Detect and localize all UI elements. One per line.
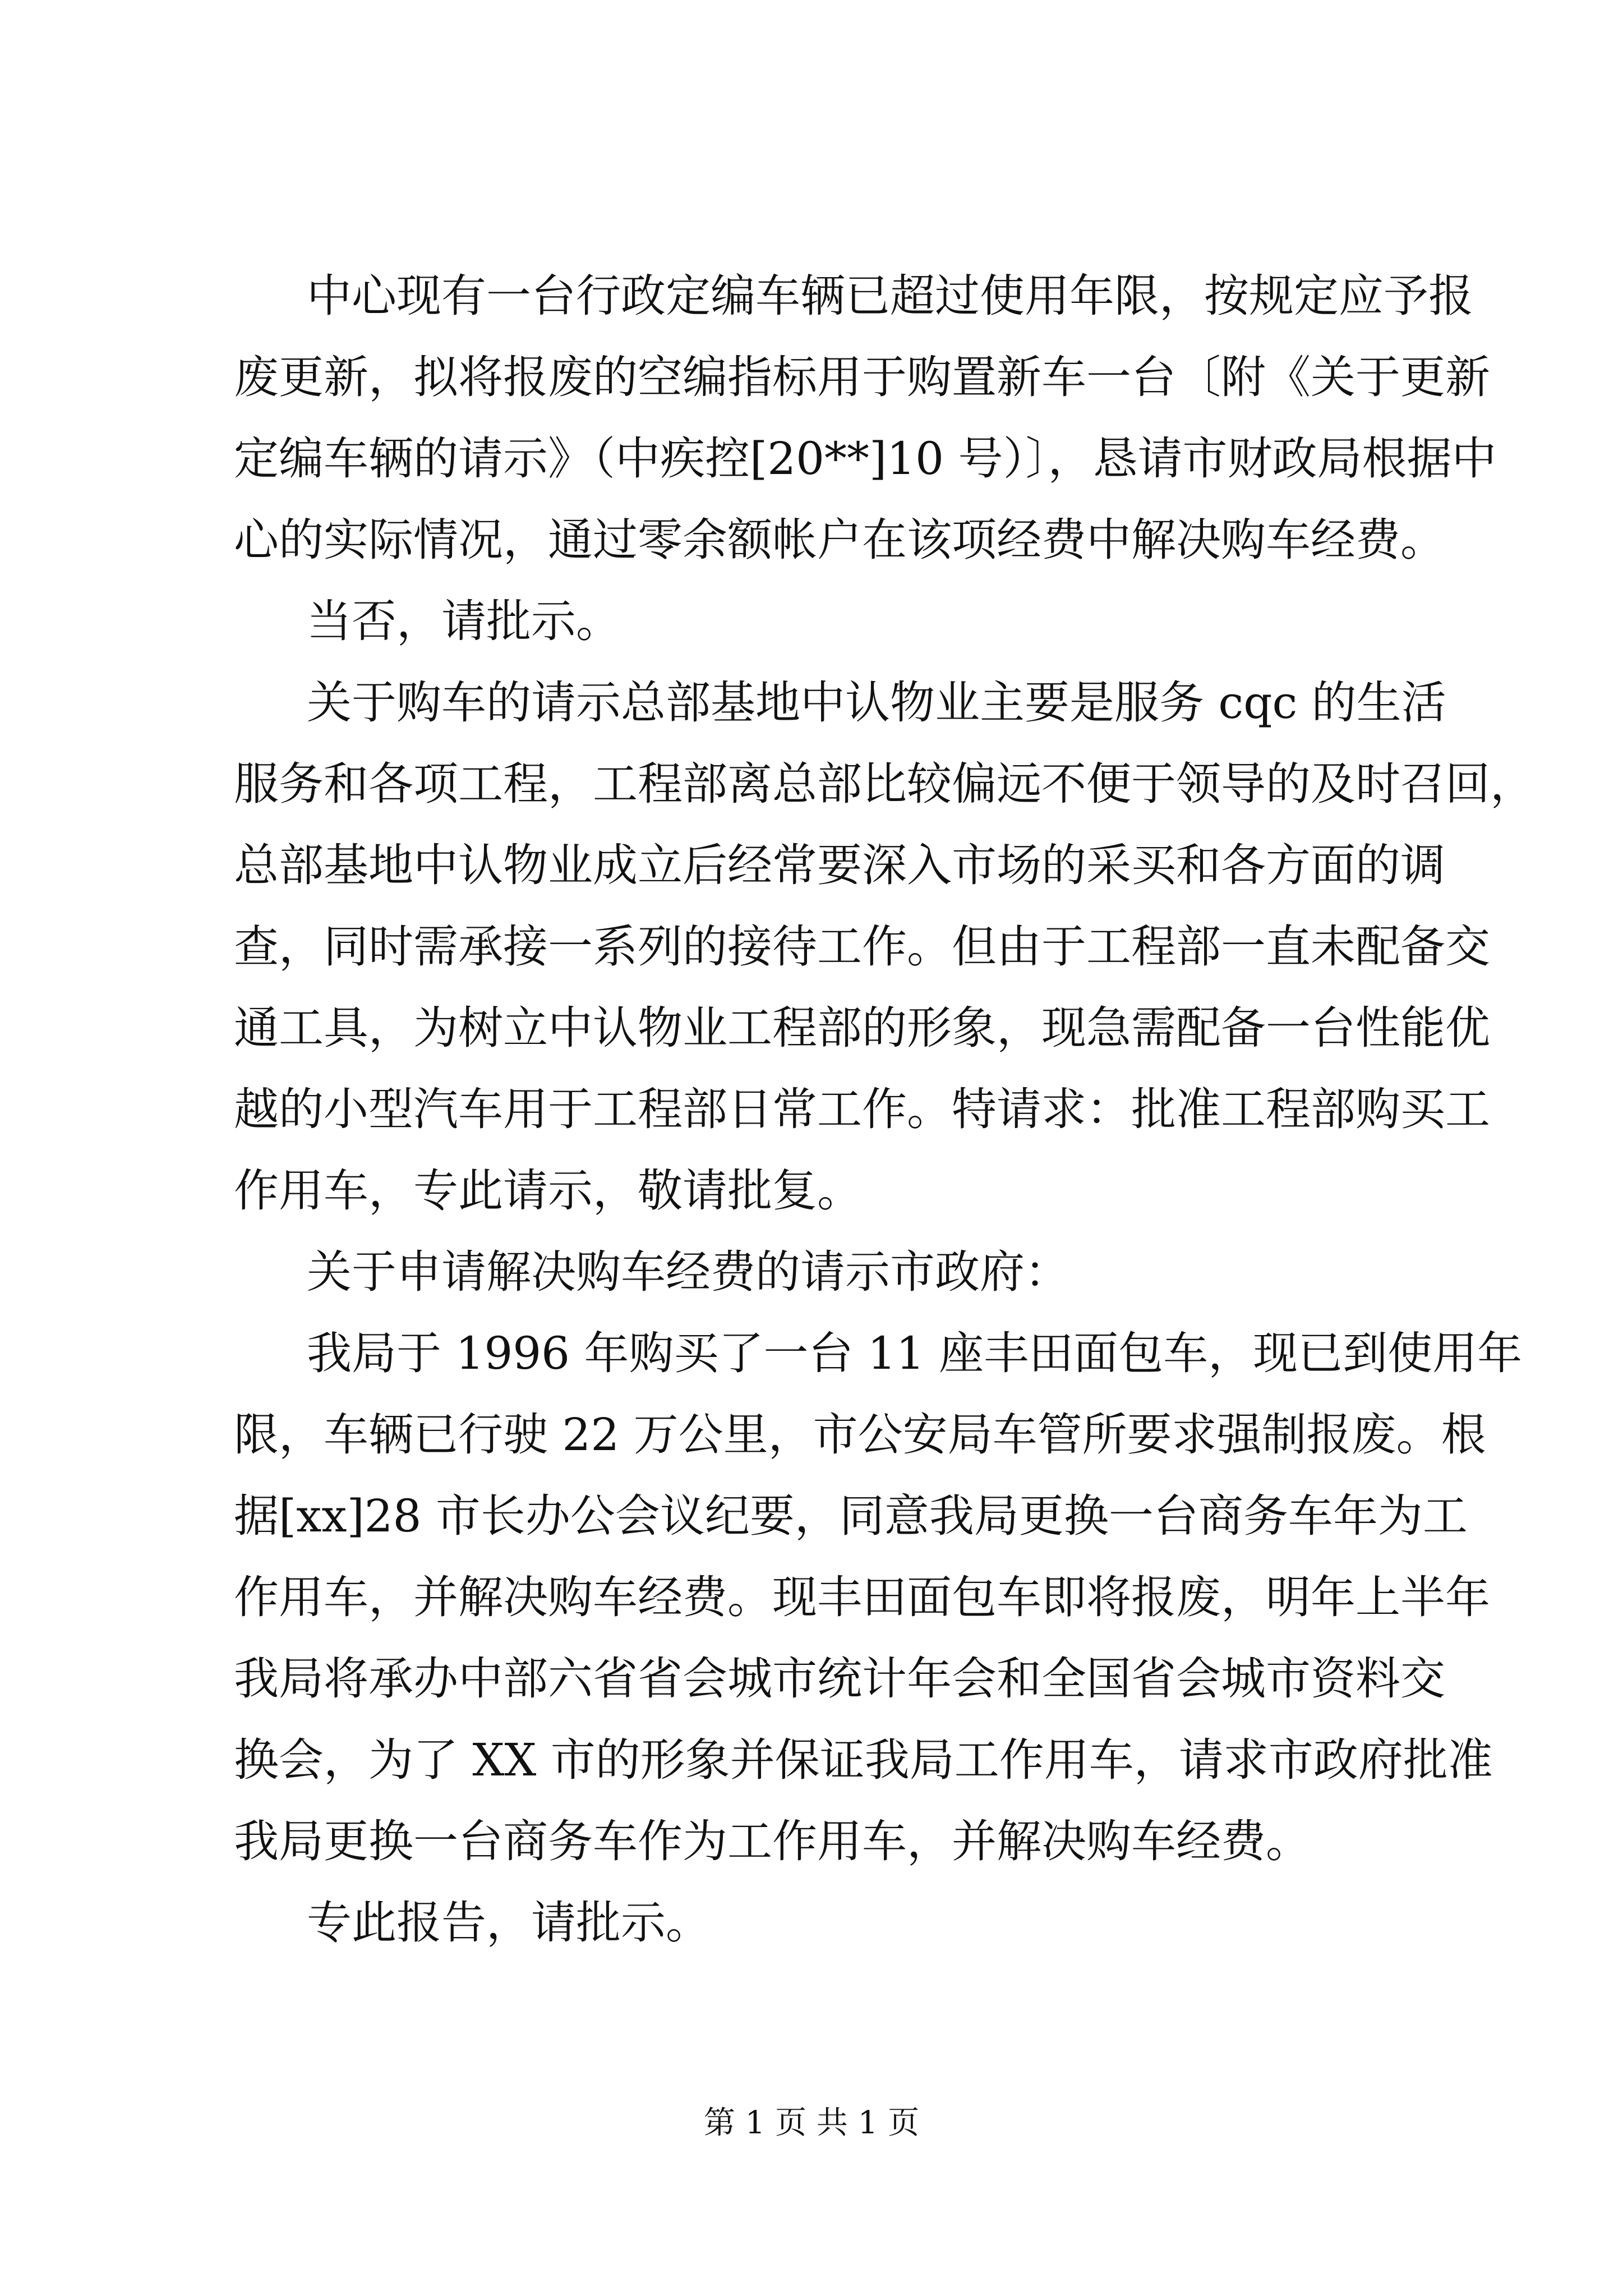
text-line: 专此报告，请批示。 bbox=[307, 1897, 711, 1949]
text-line: 换会，为了 XX 市的形象并保证我局工作用车，请求市政府批准 bbox=[234, 1734, 1493, 1786]
text-line: 关于购车的请示总部基地中认物业主要是服务 cqc 的生活 bbox=[307, 677, 1446, 729]
text-line: 废更新，拟将报废的空编指标用于购置新车一台〔附《关于更新 bbox=[234, 351, 1490, 403]
paragraph bbox=[234, 662, 1535, 1231]
text-line: 当否，请批示。 bbox=[307, 595, 621, 647]
text-line: 总部基地中认物业成立后经常要深入市场的采买和各方面的调 bbox=[234, 839, 1445, 891]
text-line: 定编车辆的请示》（中疾控[20**]10 号）〕，恳请市财政局根据中 bbox=[234, 432, 1497, 485]
paragraph bbox=[234, 1313, 1523, 1882]
document-body bbox=[234, 255, 1535, 1963]
text-line: 中心现有一台行政定编车辆已超过使用年限，按规定应予报 bbox=[307, 270, 1473, 322]
text-line: 查，同时需承接一系列的接待工作。但由于工程部一直未配备交 bbox=[234, 921, 1490, 973]
text-line: 服务和各项工程，工程部离总部比较偏远不便于领导的及时召回， bbox=[234, 758, 1535, 810]
paragraph bbox=[234, 1231, 1423, 1313]
text-line: 据[xx]28 市长办公会议纪要，同意我局更换一台商务车年为工 bbox=[234, 1490, 1468, 1542]
text-line: 我局于 1996 年购买了一台 11 座丰田面包车，现已到使用年 bbox=[307, 1327, 1523, 1379]
paragraph bbox=[234, 581, 1423, 662]
page-footer: 第 1 页 共 1 页 bbox=[703, 2105, 920, 2141]
text-line: 作用车，专此请示，敬请批复。 bbox=[234, 1165, 862, 1217]
text-line: 心的实际情况，通过零余额帐户在该项经费中解决购车经费。 bbox=[234, 514, 1445, 566]
text-line: 作用车，并解决购车经费。现丰田面包车即将报废，明年上半年 bbox=[234, 1571, 1490, 1623]
text-line: 我局将承办中部六省省会城市统计年会和全国省会城市资料交 bbox=[234, 1653, 1445, 1705]
text-line: 通工具，为树立中认物业工程部的形象，现急需配备一台性能优 bbox=[234, 1002, 1490, 1054]
text-line: 我局更换一台商务车作为工作用车，并解决购车经费。 bbox=[234, 1815, 1311, 1867]
paragraph bbox=[234, 1882, 1423, 1963]
text-line: 越的小型汽车用于工程部日常工作。特请求：批准工程部购买工 bbox=[234, 1083, 1490, 1135]
text-line: 关于申请解决购车经费的请示市政府： bbox=[307, 1246, 1069, 1298]
text-line: 限，车辆已行驶 22 万公里，市公安局车管所要求强制报废。根 bbox=[234, 1409, 1486, 1461]
paragraph bbox=[234, 255, 1497, 581]
